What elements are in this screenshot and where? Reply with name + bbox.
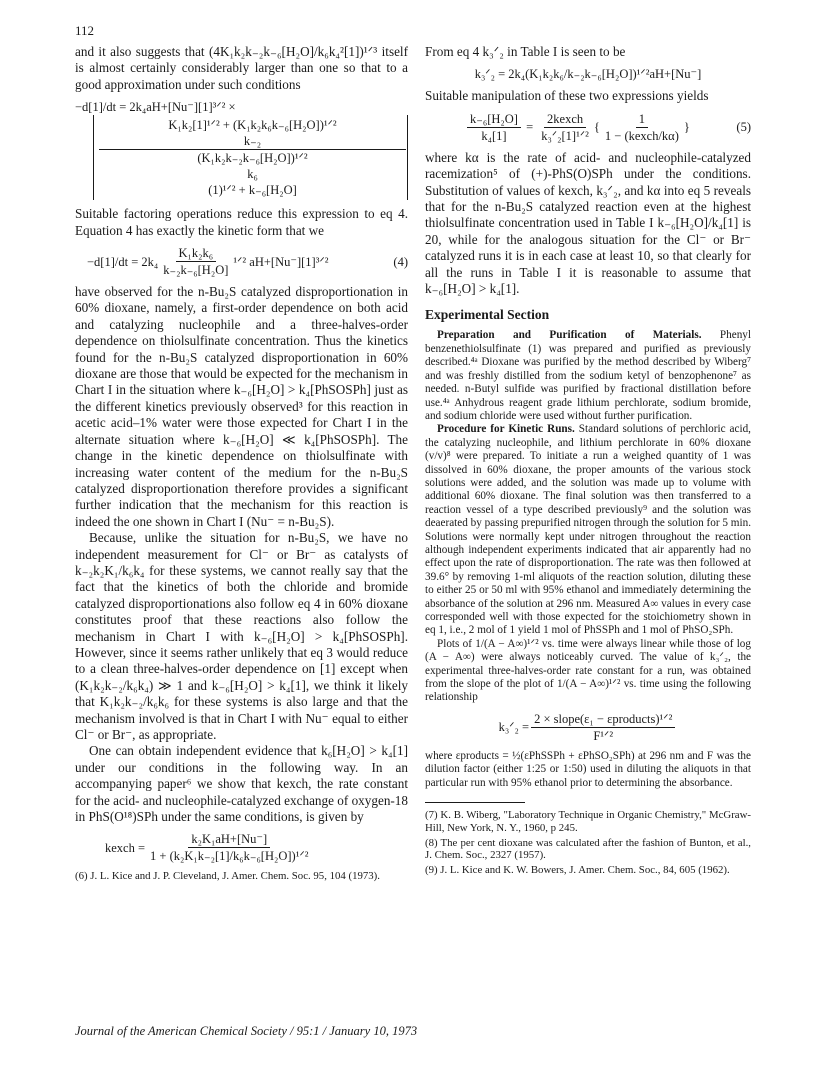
fraction-denominator xyxy=(99,150,406,198)
paragraph: Because, unlike the situation for n-Bu₂S, we have no independent measurement for Cl⁻ or Br⁻ as catalysts of k₋₂k₂K₁/k₆k₄ for these systems, we cannot really say that the fact that the kinetics of both the chloride and bromide catalyzed disproportionations also follow eq 4 in 60% dioxane constitutes proof that these reactions also follow the mechanism in Chart I with k₋₆[H₂O] > k₄[PhSOSPh]. However, since it seems rather unlikely that eq 3 would reduce to a clean three-halves-order dependence on [1] except when (K₁k₂k₋₂/k₆k₄) ≫ 1 and k₋₆[H₂O] > k₄[1], we think it likely that K₁k₂k₋₂/k₆k₆ for these systems is also large and that the mechanism involved is that in Chart I with Nu⁻ equal to either Cl⁻ or Br⁻, as appropriate. xyxy=(75,530,408,742)
right-column xyxy=(425,44,751,879)
fraction-numerator: 1 xyxy=(636,111,648,128)
brace-open: { xyxy=(593,120,600,135)
fraction-denominator: k₃ᐟ₂[1]¹ᐟ² xyxy=(541,128,589,143)
equation-term: K₁k₂[1]¹ᐟ² + (K₁k₂k₆k₋₆[H₂O])¹ᐟ² xyxy=(168,118,337,133)
fraction-denominator: 1 + (k₂K₁k₋₂[1]/k₆k₋₆[H₂O])¹ᐟ² xyxy=(150,849,309,864)
paragraph: and it also suggests that (4K₁k₂k₋₂k₋₆[H₂O]/k₆k₄²[1])¹ᐟ³ itself is almost certainly considerably larger than one so that to a good approximation under such conditions xyxy=(75,44,408,92)
rate-equation xyxy=(75,99,408,200)
footnote: (6) J. L. Kice and J. P. Cleveland, J. Amer. Chem. Soc. 95, 104 (1973). xyxy=(75,870,380,883)
equation-number: (5) xyxy=(736,120,751,135)
equation-5 xyxy=(465,111,751,144)
fraction-numerator: 2 × slope(ε₁ − εproducts)¹ᐟ² xyxy=(531,711,675,728)
paragraph-text: Standard solutions of perchloric acid, the catalyzing nucleophile, and lithium perchlorate in 60% dioxane (v/v)⁸ were prepared. To initiate a run a weighed quantity of 1 was dissolved in 60% dioxane, the proper amounts of the various stock solutions were added, and the solution was made up to volume with additional 60% dioxane. The final solution was then transferred to a reaction vessel of a type described previously⁹ and the solution was deaerated by passing prepurified nitrogen through the solution for 5 min. Solutions were normally kept under nitrogen throughout the reaction although independent experiments indicated that air apparently had no effect upon the rate of disproportionation. The rate was then followed at 39.6° by removing 1-ml aliquots of the reaction solution, diluting these to either 25 or 50 ml with 95% ethanol and immediately determining the absorbance of the solution at 296 nm. Measured A∞ values in every case corresponded well with those expected for the stoichiometry shown in eq 1, i.e., 2 mol of 1 yield 1 mol of PhSSPh and 1 mol of PhSO₂SPh. xyxy=(425,423,751,637)
equation-line: −d[1]/dt = 2k₄aH+[Nu⁻][1]³ᐟ² × xyxy=(75,100,236,115)
footnote: (7) K. B. Wiberg, "Laboratory Technique in Organic Chemistry," McGraw-Hill, New York, N. Y., 1960, p 245. xyxy=(425,809,751,834)
paragraph: where εproducts = ½(εPhSSPh + εPhSO₂SPh) at 296 nm and F was the dilution factor (either 1:25 or 1:50) used in diluting the aliquots in that particular run with 95% ethanol prior to determining the absorbance. xyxy=(425,749,751,789)
paragraph: From eq 4 k₃ᐟ₂ in Table I is seen to be xyxy=(425,44,626,59)
fraction-denominator: 1 − (kexch/kα) xyxy=(604,128,679,143)
page-number: 112 xyxy=(75,23,95,38)
paragraph: Suitable factoring operations reduce this expression to eq 4. Equation 4 has exactly the kinetic form that we xyxy=(75,206,408,238)
equation-term: k₃ᐟ₂ = xyxy=(498,720,530,735)
equation-line: k₃ᐟ₂ = 2k₄(K₁k₂k₆/k₋₂k₋₆[H₂O])¹ᐟ²aH+[Nu⁻] xyxy=(474,67,702,82)
fraction-numerator: 2kexch xyxy=(544,111,586,128)
left-column xyxy=(75,44,408,885)
brace-close: } xyxy=(683,120,690,135)
equation-fraction xyxy=(102,117,403,198)
run-in-heading: Procedure for Kinetic Runs. xyxy=(437,423,575,436)
paragraph: have observed for the n-Bu₂S catalyzed disproportionation in 60% dioxane, namely, a first-order dependence on both acid and catalyzing nucleophile and a three-halves-order dependence on thiolsulfinate concentration. Thus the kinetics found for the n-Bu₂S catalyzed disproportionation in 60% dioxane are those that would be expected for the mechanism in Chart I in the situation where k₋₆[H₂O] > k₄[PhSOSPh] just as the different kinetics previously observed³ for this reaction in acetic acid–1% water were those expected for Chart I in the alternate situation where k₋₆[H₂O] ≪ k₄[PhSOSPh]. The change in the kinetic dependence on thiolsulfinate with increasing water content of the medium for the n-Bu₂S catalyzed disproportionation therefore provides a significant further indication that the mechanism for this reaction is indeed the one shown in Chart I (Nu⁻ = n-Bu₂S). xyxy=(75,284,408,529)
fraction-denominator: k₋₂k₋₆[H₂O] xyxy=(163,263,229,278)
fraction-numerator: k₋₆[H₂O] xyxy=(467,111,521,128)
fraction-numerator: k₂K₁aH+[Nu⁻] xyxy=(188,831,270,848)
equation-fraction xyxy=(147,831,311,864)
paragraph: where kα is the rate of acid- and nucleophile-catalyzed racemization⁵ of (+)-PhS(O)SPh under the conditions. Substitution of values of kexch, k₃ᐟ₂, and kα into eq 5 reveals that for the n-Bu₂S catalyzed reaction even at the highest thiolsulfinate concentration used in Table I k₋₆[H₂O]/k₄[1] is 20, while for the analogous situation for the Cl⁻ or Br⁻ catalyzed runs it is in each case at least 10, so that clearly for all the runs in Table I it is reasonable to assume that k₋₆[H₂O] > k₄[1]. xyxy=(425,149,751,297)
equation-fraction xyxy=(602,111,682,144)
section-heading: Experimental Section xyxy=(425,307,550,323)
fraction-denominator: k₄[1] xyxy=(481,128,507,143)
paragraph xyxy=(425,423,751,638)
equation-term: (1)¹ᐟ² + k₋₆[H₂O] xyxy=(208,183,297,198)
equation-fraction xyxy=(467,111,521,144)
equation-fraction xyxy=(160,245,231,278)
fraction-numerator: K₁k₂k₆ xyxy=(176,245,217,262)
equation-4 xyxy=(87,245,408,278)
run-in-heading: Preparation and Purification of Materials. xyxy=(437,329,702,342)
paragraph-text: Phenyl benzenethiolsulfinate (1) was prepared and purified as previously described.⁴ᵃ Dioxane was purified by the method described by Wiberg⁷ and was freshly distilled from the sodium ketyl of benzophenone⁷ as needed. n-Butyl sulfide was purified by fractional distillation before use.⁴ᵃ Anhydrous reagent grade lithium perchlorate, sodium bromide, and sodium chloride were used without further purification. xyxy=(425,329,751,422)
equation-term: (K₁k₂k₋₂k₋₆[H₂O])¹ᐟ² xyxy=(197,151,308,166)
equation-number: (4) xyxy=(393,254,408,269)
paragraph xyxy=(425,329,751,423)
kexch-equation xyxy=(105,831,408,864)
paragraph: One can obtain independent evidence that k₆[H₂O] > k₄[1] under our conditions in the following way. In an accompanying paper⁶ we show that kexch, the rate constant for the acid- and nucleophile-catalyzed exchange of oxygen-18 in PhS(O¹⁸)SPh under the same conditions, is given by xyxy=(75,743,408,825)
fraction-numerator xyxy=(99,117,406,150)
equals-sign: = xyxy=(522,120,537,135)
paragraph: Suitable manipulation of these two expressions yields xyxy=(425,88,709,104)
equation-term: k₋₂ xyxy=(243,134,262,149)
equation-fraction xyxy=(531,711,675,744)
slope-equation xyxy=(425,711,751,744)
equation-fraction xyxy=(538,111,592,144)
footnote: (8) The per cent dioxane was calculated after the fashion of Bunton, et al., J. Chem. Soc., 2327 (1957). xyxy=(425,836,751,862)
equation-term: ¹ᐟ² aH+[Nu⁻][1]³ᐟ² xyxy=(233,254,329,269)
footnote: (9) J. L. Kice and K. W. Bowers, J. Amer. Chem. Soc., 84, 605 (1962). xyxy=(425,864,730,877)
paragraph: Plots of 1/(A − A∞)¹ᐟ² vs. time were always linear while those of log (A − A∞) were always noticeably curved. The value of k₃ᐟ₂, the experimental three-halves-order rate constant for a run, was obtained from the slope of the plot of 1/(A − A∞)¹ᐟ² vs. time using the following relationship xyxy=(425,637,751,704)
equation-term: kexch = xyxy=(105,840,146,855)
journal-footer: Journal of the American Chemical Society / 95:1 / January 10, 1973 xyxy=(75,1024,418,1038)
equation-term: −d[1]/dt = 2k₄ xyxy=(87,254,159,269)
equation-term: k₆ xyxy=(247,167,258,182)
footnote-rule xyxy=(425,802,525,803)
fraction-denominator: F¹ᐟ² xyxy=(593,728,614,743)
equation-bracket xyxy=(93,115,408,200)
